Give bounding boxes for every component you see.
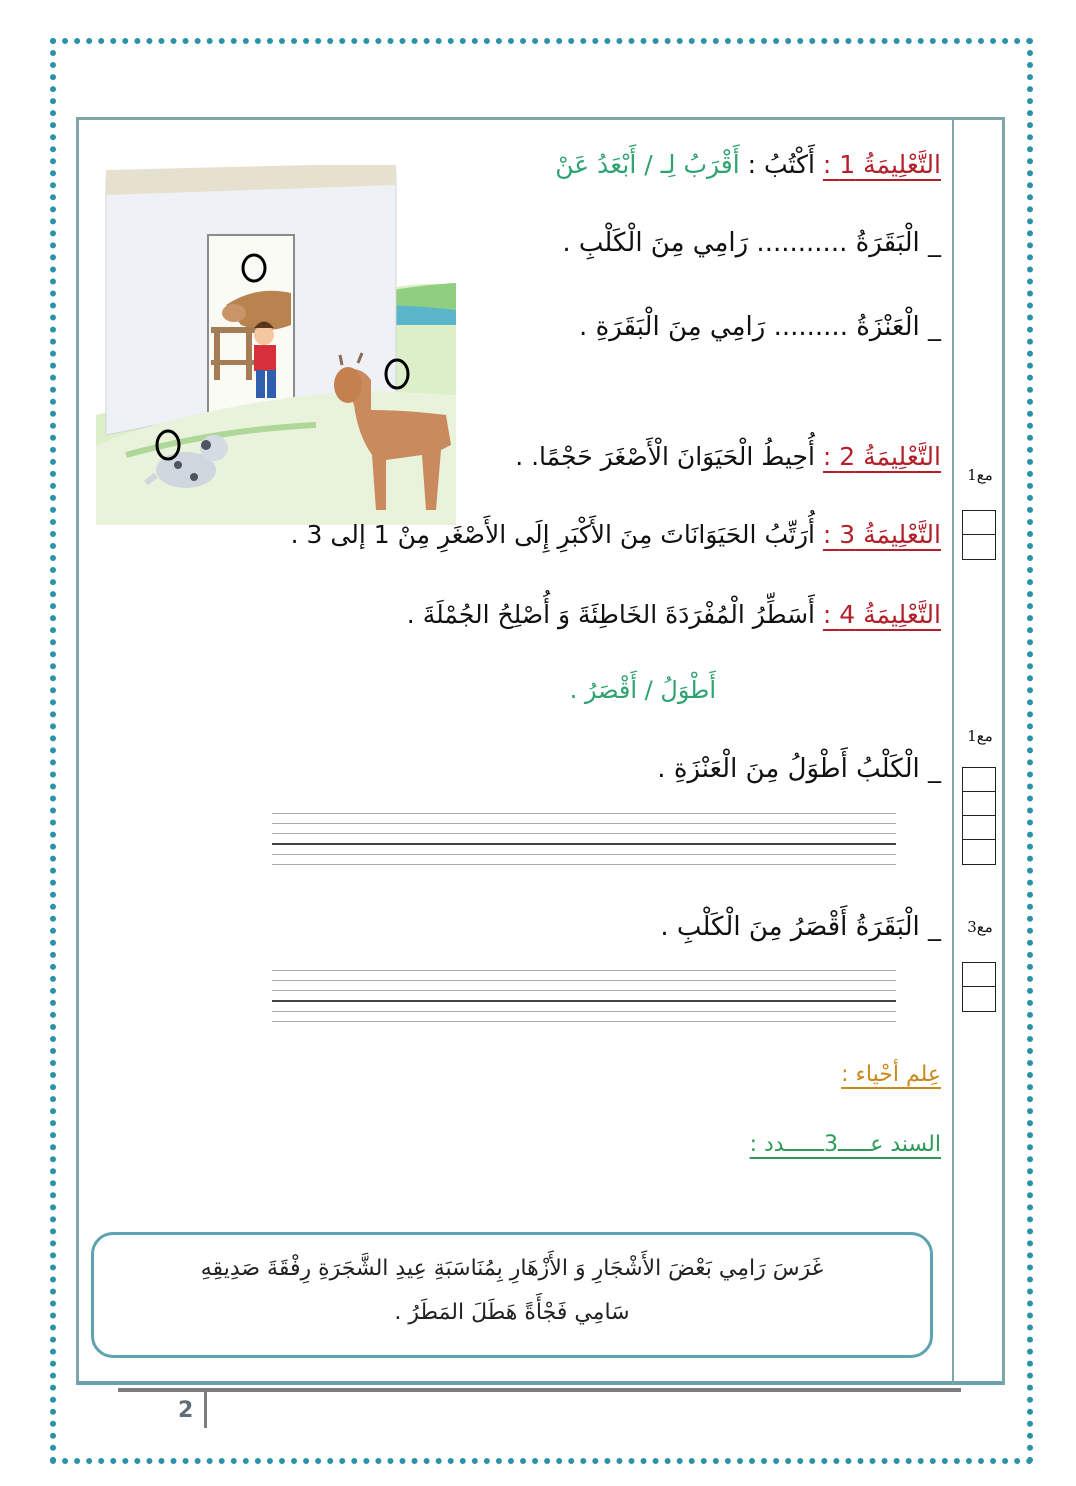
- writing-line: [272, 980, 896, 981]
- writing-line: [272, 813, 896, 814]
- writing-line: [272, 1021, 896, 1022]
- score-cell[interactable]: [963, 840, 995, 864]
- writing-lines-1[interactable]: [272, 813, 896, 874]
- score-box-1[interactable]: [962, 510, 996, 560]
- instruction-2: [515, 442, 941, 471]
- writing-baseline: [272, 1000, 896, 1002]
- score-cell[interactable]: [963, 768, 995, 792]
- score-label-1: مع1: [967, 466, 993, 484]
- score-box-3[interactable]: [962, 962, 996, 1012]
- farm-illustration: [96, 165, 456, 525]
- instruction-2-text: أُحِيطُ الْحَيَوَانَ الْأَصْغَرَ حَجْمًا. .: [515, 442, 815, 471]
- instruction-3: [291, 520, 941, 549]
- score-cell[interactable]: [963, 792, 995, 816]
- instruction-3-label: التَّعْلِيمَةُ 3 :: [822, 520, 941, 549]
- writing-line: [272, 833, 896, 834]
- writing-line: [272, 823, 896, 824]
- writing-line: [272, 990, 896, 991]
- instruction-3-text: أُرَتِّبُ الحَيَوَانَاتَ مِنَ الأَكْبَرِ إِلَى الأَصْغَرِ مِنْ 1 إلى 3 .: [290, 520, 815, 549]
- writing-line: [272, 854, 896, 855]
- instruction-4: [407, 600, 941, 629]
- instruction-4-text: أَسَطِّرُ الْمُفْرَدَةَ الخَاطِئَةَ وَ أُصْلِحُ الجُمْلَةَ .: [406, 600, 815, 629]
- score-cell[interactable]: [963, 963, 995, 987]
- instruction-1-item-1[interactable]: _ الْبَقَرَةُ ........... رَامِي مِنَ الْكَلْبِ .: [562, 228, 941, 258]
- page-number: 2: [178, 1398, 194, 1423]
- instruction-1-label: التَّعْلِيمَةُ 1 :: [822, 150, 941, 179]
- writing-baseline: [272, 843, 896, 845]
- writing-line: [272, 1011, 896, 1012]
- writing-line: [272, 864, 896, 865]
- score-cell[interactable]: [963, 816, 995, 840]
- instruction-1-options: أَقْرَبُ لِـ / أَبْعَدُ عَنْ: [555, 150, 740, 179]
- instruction-1-item-2[interactable]: _ الْعَنْزَةُ ......... رَامِي مِنَ الْبَقَرَةِ .: [579, 312, 941, 342]
- score-column: [952, 117, 1005, 1385]
- footer-rule: [118, 1388, 961, 1392]
- instruction-4-options: أَطْوَلُ / أَقْصَرُ .: [569, 676, 716, 704]
- passage-line-1: غَرَسَ رَامِي بَعْضَ الأَشْجَارِ وَ الأَزْهَارِ بِمُنَاسَبَةِ عِيدِ الشَّجَرَةِ رِفْقَةَ صَدِيقِهِ: [200, 1256, 824, 1281]
- instruction-4-item-1: _ الْكَلْبُ أَطْوَلُ مِنَ الْعَنْزَةِ .: [657, 754, 941, 784]
- instruction-1-text: أَكْتُبُ :: [747, 150, 815, 179]
- instruction-4-item-2: _ الْبَقَرَةُ أَقْصَرُ مِنَ الْكَلْبِ .: [660, 912, 941, 942]
- science-title: عِلم أحْياء :: [841, 1062, 941, 1087]
- score-cell[interactable]: [963, 987, 995, 1011]
- score-label-3: مع3: [967, 918, 993, 936]
- document-label: السند عـــــ3ــــــدد :: [749, 1132, 941, 1157]
- passage-line-2: سَامِي فَجْأَةً هَطَلَ المَطَرُ .: [394, 1300, 630, 1325]
- passage-box: [91, 1232, 933, 1358]
- score-cell[interactable]: [963, 535, 995, 559]
- instruction-1: [555, 150, 941, 179]
- score-label-2: مع1: [967, 727, 993, 745]
- score-box-2[interactable]: [962, 767, 996, 865]
- score-cell[interactable]: [963, 511, 995, 535]
- writing-lines-2[interactable]: [272, 970, 896, 1031]
- instruction-2-label: التَّعْلِيمَةُ 2 :: [822, 442, 941, 471]
- instruction-4-label: التَّعْلِيمَةُ 4 :: [822, 600, 941, 629]
- page-number-divider: [204, 1392, 207, 1428]
- writing-line: [272, 970, 896, 971]
